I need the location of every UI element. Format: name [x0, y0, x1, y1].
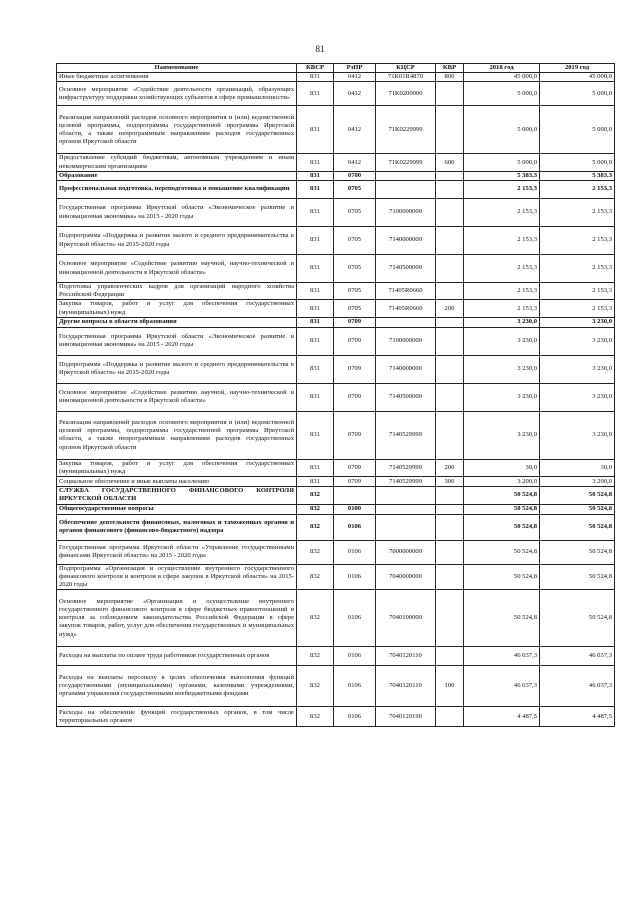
table-row	[57, 283, 615, 300]
cell-kcsr: 7040120110	[376, 647, 436, 666]
cell-kvsr: 832	[297, 487, 334, 504]
cell-2018: 3 230,0	[464, 317, 540, 327]
cell-kvr	[436, 355, 464, 383]
cell-name: Предоставление субсидий бюджетным, автономным учреждениям и иным некоммерческим организациям	[57, 154, 297, 171]
header-name: Наименование	[57, 64, 297, 73]
cell-name: Реализация направлений расходов основного мероприятия и (или) ведомственной целевой программы, подпрограммы государственной программы Иркутской области, а также непрограммным направлениям расходов государственных органов Иркутской области	[57, 106, 297, 154]
cell-name: Основное мероприятие «Содействие деятельности организаций, образующих инфраструктуру поддержки хозяйствующих субъектов в сфере промышленности»	[57, 82, 297, 106]
cell-2019: 45 000,0	[540, 73, 615, 82]
cell-2018: 50 524,8	[464, 487, 540, 504]
cell-kvsr: 832	[297, 540, 334, 564]
cell-2018: 4 487,5	[464, 707, 540, 727]
cell-name: Обеспечение деятельности финансовых, налоговых и таможенных органов и органов финансового (финансово-бюджетного) надзора	[57, 514, 297, 540]
table-row	[57, 227, 615, 255]
header-kvsr: КВСР	[297, 64, 334, 73]
cell-kcsr: 7040120190	[376, 707, 436, 727]
table-row	[57, 477, 615, 487]
cell-2019: 2 153,3	[540, 300, 615, 317]
cell-kvr	[436, 540, 464, 564]
cell-2018: 50 524,8	[464, 514, 540, 540]
cell-kcsr: 71К0229999	[376, 106, 436, 154]
cell-kvsr: 832	[297, 590, 334, 647]
table-row	[57, 564, 615, 590]
cell-kvr	[436, 283, 464, 300]
cell-kcsr: 7140500000	[376, 255, 436, 283]
cell-rzpr: 0705	[334, 255, 376, 283]
cell-kvsr: 831	[297, 227, 334, 255]
cell-rzpr: 0709	[334, 411, 376, 459]
cell-name: Другие вопросы в области образования	[57, 317, 297, 327]
cell-2018: 30,0	[464, 459, 540, 476]
cell-name: Реализация направлений расходов основного мероприятия и (или) ведомственной целевой программы, подпрограммы государственной программы Иркутской области, а также непрограммным направлениям расходов государственных органов Иркутской области	[57, 411, 297, 459]
cell-kvsr: 832	[297, 707, 334, 727]
cell-2019: 2 153,3	[540, 199, 615, 227]
table-row	[57, 666, 615, 707]
table-row	[57, 106, 615, 154]
cell-rzpr: 0100	[334, 504, 376, 514]
table-row	[57, 707, 615, 727]
cell-name: Подпрограмма «Поддержка и развитие малого и среднего предпринимательства в Иркутской области» на 2015-2020 годы	[57, 355, 297, 383]
cell-2019: 30,0	[540, 459, 615, 476]
cell-name: Расходы на выплаты по оплате труда работников государственных органов	[57, 647, 297, 666]
cell-kcsr: 71405R0660	[376, 300, 436, 317]
table-row	[57, 171, 615, 180]
cell-name: Расходы на выплаты персоналу в целях обеспечения выполнения функций государственными (муниципальными) органами, казенными учреждениями, органами управления государственными внебюджетными фондами	[57, 666, 297, 707]
cell-kvsr: 831	[297, 383, 334, 411]
cell-kvr	[436, 171, 464, 180]
cell-2018: 2 153,3	[464, 283, 540, 300]
cell-2019: 2 153,3	[540, 283, 615, 300]
cell-2018: 2 153,3	[464, 181, 540, 199]
cell-2019: 5 383,3	[540, 171, 615, 180]
cell-name: Общегосударственные вопросы	[57, 504, 297, 514]
cell-2019: 50 524,8	[540, 590, 615, 647]
cell-2019: 3 230,0	[540, 411, 615, 459]
table-row	[57, 540, 615, 564]
cell-name: Основное мероприятие «Организация и осуществление внутреннего государственного финансового контроля в сфере бюджетных правоотношений и контроля за соблюдением законодательства Российской Федерации в сфере закупок товаров, работ, услуг для обеспечения государственных и муниципальных нужд»	[57, 590, 297, 647]
cell-rzpr: 0106	[334, 707, 376, 727]
cell-kvr	[436, 514, 464, 540]
cell-2018: 5 383,3	[464, 171, 540, 180]
cell-2019: 3 230,0	[540, 355, 615, 383]
cell-2018: 2 153,3	[464, 199, 540, 227]
cell-kvr	[436, 106, 464, 154]
cell-kvsr: 831	[297, 411, 334, 459]
cell-rzpr: 0705	[334, 227, 376, 255]
cell-2019: 5 000,0	[540, 154, 615, 171]
cell-kvsr: 832	[297, 647, 334, 666]
cell-2019: 5 000,0	[540, 82, 615, 106]
cell-rzpr: 0709	[334, 383, 376, 411]
cell-rzpr: 0709	[334, 459, 376, 476]
table-row	[57, 255, 615, 283]
cell-kvsr: 831	[297, 154, 334, 171]
table-row	[57, 411, 615, 459]
cell-2019: 50 524,8	[540, 514, 615, 540]
cell-2019: 50 524,8	[540, 564, 615, 590]
cell-2018: 3 230,0	[464, 383, 540, 411]
header-rzpr: РзПР	[334, 64, 376, 73]
cell-kvr	[436, 82, 464, 106]
cell-name: Расходы на обеспечение функций государственных органов, в том числе территориальных органов	[57, 707, 297, 727]
table-row	[57, 199, 615, 227]
cell-name: Подготовка управленческих кадров для организаций народного хозяйства Российской Федерации	[57, 283, 297, 300]
cell-kcsr: 7040000000	[376, 564, 436, 590]
cell-rzpr: 0106	[334, 647, 376, 666]
cell-2019: 3 230,0	[540, 327, 615, 355]
cell-2019: 50 524,8	[540, 504, 615, 514]
cell-name: Подпрограмма «Поддержка и развитие малого и среднего предпринимательства в Иркутской области» на 2015-2020 годы	[57, 227, 297, 255]
cell-2018: 2 153,3	[464, 227, 540, 255]
cell-name: Основное мероприятие «Содействие развитию научной, научно-технической и инновационной деятельности в Иркутской области»	[57, 383, 297, 411]
cell-kvr	[436, 327, 464, 355]
cell-kvr: 100	[436, 666, 464, 707]
cell-kcsr: 71405R0660	[376, 283, 436, 300]
cell-kvsr: 832	[297, 666, 334, 707]
cell-name: Государственная программа Иркутской области «Экономическое развитие и инновационная экономика» на 2015 - 2020 годы	[57, 199, 297, 227]
cell-rzpr: 0700	[334, 171, 376, 180]
cell-kvr: 300	[436, 477, 464, 487]
cell-kvr: 200	[436, 459, 464, 476]
cell-kcsr: 7100000000	[376, 199, 436, 227]
cell-kcsr: 7040100000	[376, 590, 436, 647]
cell-2018: 3 230,0	[464, 411, 540, 459]
cell-kvsr: 831	[297, 181, 334, 199]
cell-rzpr: 0705	[334, 300, 376, 317]
cell-kvr	[436, 487, 464, 504]
cell-kcsr: 7140500000	[376, 383, 436, 411]
header-2018: 2018 год	[464, 64, 540, 73]
cell-kvsr: 831	[297, 459, 334, 476]
cell-name: СЛУЖБА ГОСУДАРСТВЕННОГО ФИНАНСОВОГО КОНТРОЛЯ ИРКУТСКОЙ ОБЛАСТИ	[57, 487, 297, 504]
table-row	[57, 487, 615, 504]
cell-kvsr: 831	[297, 283, 334, 300]
cell-kcsr	[376, 171, 436, 180]
cell-kvsr: 831	[297, 255, 334, 283]
cell-kvr	[436, 647, 464, 666]
cell-kcsr	[376, 514, 436, 540]
cell-2019: 50 524,8	[540, 487, 615, 504]
cell-name: Закупка товаров, работ и услуг для обеспечения государственных (муниципальных) нужд	[57, 300, 297, 317]
cell-kvsr: 831	[297, 82, 334, 106]
cell-kvr: 800	[436, 73, 464, 82]
cell-kcsr: 7140000000	[376, 355, 436, 383]
cell-name: Закупка товаров, работ и услуг для обеспечения государственных (муниципальных) нужд	[57, 459, 297, 476]
cell-2019: 4 487,5	[540, 707, 615, 727]
cell-2019: 50 524,8	[540, 540, 615, 564]
cell-kcsr	[376, 181, 436, 199]
cell-rzpr: 0705	[334, 181, 376, 199]
table-row	[57, 154, 615, 171]
cell-rzpr: 0709	[334, 477, 376, 487]
cell-2018: 46 037,3	[464, 647, 540, 666]
cell-rzpr: 0709	[334, 327, 376, 355]
cell-rzpr: 0412	[334, 154, 376, 171]
cell-kvr	[436, 383, 464, 411]
cell-kvsr: 832	[297, 504, 334, 514]
table-row	[57, 181, 615, 199]
cell-kvr	[436, 564, 464, 590]
table-row	[57, 73, 615, 82]
table-header-row	[57, 64, 615, 73]
cell-kvsr: 832	[297, 564, 334, 590]
cell-kcsr	[376, 504, 436, 514]
cell-2019: 2 153,3	[540, 227, 615, 255]
header-2019: 2019 год	[540, 64, 615, 73]
cell-2018: 5 000,0	[464, 106, 540, 154]
table-row	[57, 647, 615, 666]
cell-kcsr: 7140529999	[376, 477, 436, 487]
cell-kvr	[436, 590, 464, 647]
cell-kvr: 200	[436, 300, 464, 317]
page-number: 81	[315, 44, 325, 54]
cell-2018: 2 153,3	[464, 300, 540, 317]
cell-rzpr	[334, 487, 376, 504]
cell-kvsr: 831	[297, 317, 334, 327]
cell-2019: 3 230,0	[540, 383, 615, 411]
cell-2019: 46 037,3	[540, 647, 615, 666]
cell-2018: 2 153,3	[464, 255, 540, 283]
cell-2019: 2 153,3	[540, 255, 615, 283]
cell-2019: 3 230,0	[540, 317, 615, 327]
cell-rzpr: 0106	[334, 590, 376, 647]
cell-kvsr: 831	[297, 477, 334, 487]
cell-name: Подпрограмма «Организация и осуществление внутреннего государственного финансового контроля и контроля в сфере закупок в Иркутской области» на 2015-2020 годы	[57, 564, 297, 590]
cell-kcsr: 7140529999	[376, 459, 436, 476]
cell-2018: 50 524,8	[464, 540, 540, 564]
cell-rzpr: 0709	[334, 355, 376, 383]
cell-kcsr: 7040120110	[376, 666, 436, 707]
header-kcsr: КЦСР	[376, 64, 436, 73]
cell-name: Социальное обеспечение и иные выплаты населению	[57, 477, 297, 487]
cell-kcsr: 7140529999	[376, 411, 436, 459]
cell-kvsr: 831	[297, 171, 334, 180]
budget-table	[56, 63, 615, 727]
cell-2018: 45 000,0	[464, 73, 540, 82]
cell-kcsr	[376, 487, 436, 504]
cell-kcsr: 7140000000	[376, 227, 436, 255]
cell-2018: 3 200,0	[464, 477, 540, 487]
cell-rzpr: 0705	[334, 283, 376, 300]
cell-kcsr: 71К0229999	[376, 154, 436, 171]
cell-2018: 3 230,0	[464, 327, 540, 355]
cell-kvsr: 831	[297, 73, 334, 82]
cell-kvr	[436, 227, 464, 255]
cell-kcsr: 7100000000	[376, 327, 436, 355]
cell-2018: 46 037,3	[464, 666, 540, 707]
cell-rzpr: 0106	[334, 514, 376, 540]
cell-kvsr: 831	[297, 106, 334, 154]
cell-kvr	[436, 317, 464, 327]
cell-2018: 3 230,0	[464, 355, 540, 383]
cell-kvr	[436, 411, 464, 459]
cell-rzpr: 0106	[334, 564, 376, 590]
cell-rzpr: 0106	[334, 540, 376, 564]
cell-rzpr: 0412	[334, 106, 376, 154]
table-row	[57, 82, 615, 106]
cell-kvsr: 831	[297, 327, 334, 355]
cell-kvsr: 831	[297, 199, 334, 227]
cell-kvr	[436, 504, 464, 514]
cell-name: Иные бюджетные ассигнования	[57, 73, 297, 82]
table-row	[57, 355, 615, 383]
cell-2019: 3 200,0	[540, 477, 615, 487]
cell-2019: 5 000,0	[540, 106, 615, 154]
cell-name: Основное мероприятие «Содействие развитию научной, научно-технической и инновационной деятельности в Иркутской области»	[57, 255, 297, 283]
cell-rzpr: 0412	[334, 82, 376, 106]
cell-kcsr: 7000000000	[376, 540, 436, 564]
cell-kcsr	[376, 317, 436, 327]
cell-name: Профессиональная подготовка, переподготовка и повышение квалификации	[57, 181, 297, 199]
cell-kvr: 600	[436, 154, 464, 171]
cell-rzpr: 0106	[334, 666, 376, 707]
cell-name: Государственная программа Иркутской области «Управление государственными финансами Иркутской области» на 2015 - 2020 годы	[57, 540, 297, 564]
cell-name: Образование	[57, 171, 297, 180]
table-row	[57, 459, 615, 476]
table-row	[57, 383, 615, 411]
cell-2018: 50 524,8	[464, 564, 540, 590]
table-row	[57, 504, 615, 514]
table-row	[57, 514, 615, 540]
cell-2018: 5 000,0	[464, 82, 540, 106]
cell-2018: 50 524,8	[464, 504, 540, 514]
table-row	[57, 317, 615, 327]
cell-kvsr: 832	[297, 514, 334, 540]
header-kvr: КВР	[436, 64, 464, 73]
cell-kvsr: 831	[297, 355, 334, 383]
cell-2018: 50 524,8	[464, 590, 540, 647]
cell-name: Государственная программа Иркутской области «Экономическое развитие и инновационная экономика» на 2015 - 2020 годы	[57, 327, 297, 355]
cell-kvr	[436, 707, 464, 727]
cell-rzpr: 0412	[334, 73, 376, 82]
cell-rzpr: 0705	[334, 199, 376, 227]
cell-2018: 5 000,0	[464, 154, 540, 171]
table-row	[57, 590, 615, 647]
cell-kvr	[436, 199, 464, 227]
cell-kvr	[436, 181, 464, 199]
cell-kcsr: 71К0200000	[376, 82, 436, 106]
cell-kcsr: 71К01R4870	[376, 73, 436, 82]
table-row	[57, 300, 615, 317]
cell-kvsr: 831	[297, 300, 334, 317]
cell-kvr	[436, 255, 464, 283]
cell-rzpr: 0709	[334, 317, 376, 327]
table-row	[57, 327, 615, 355]
cell-2019: 2 153,3	[540, 181, 615, 199]
cell-2019: 46 037,3	[540, 666, 615, 707]
